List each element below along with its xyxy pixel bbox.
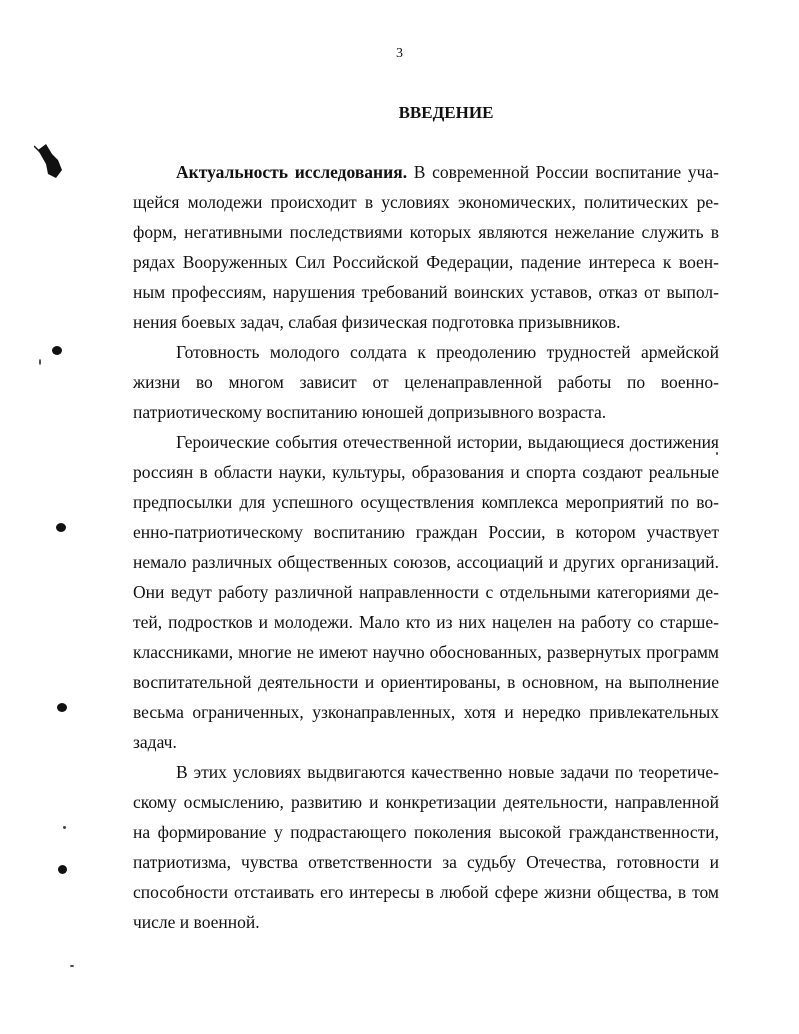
text-line: россиян в области науки, культуры, образования и спорта создают реальные [133,462,719,482]
scan-speck [39,359,41,365]
scan-speck [63,826,66,829]
text-line: ным профессиям, нарушения требований воинских уставов, отказ от выпол- [133,282,719,302]
text-line: весьма ограниченных, узконаправленных, хотя и нередко привлекательных [133,702,719,722]
page-number: 3 [396,46,403,61]
text-line: задач. [133,732,177,752]
text-line: скому осмыслению, развитию и конкретизации деятельности, направленной [133,792,719,812]
text-line: Героические события отечественной истории, выдающиеся достижения [176,432,719,452]
text-line: воспитательной деятельности и ориентированы, в основном, на выполнение [133,672,719,692]
page-title: ВВЕДЕНИЕ [398,103,494,122]
text-line-rest: В современной России воспитание уча- [407,162,719,182]
scan-mark [57,703,67,712]
text-line: тей, подростков и молодежи. Мало кто из них нацелен на работу со старше- [133,612,719,632]
text-line: патриотическому воспитанию юношей допризывного возраста. [133,402,607,422]
text-line: В этих условиях выдвигаются качественно новые задачи по теоретиче- [176,762,719,782]
text-line: жизни во многом зависит от целенаправленной работы по военно- [133,372,719,392]
text-line: щейся молодежи происходит в условиях экономических, политических ре- [133,192,719,212]
scan-speck [716,452,718,455]
text-line: способности отстаивать его интересы в любой сфере жизни общества, в том [133,882,719,902]
paragraph-lead: Актуальность исследования. [176,162,408,182]
text-line: Готовность молодого солдата к преодолению трудностей армейской [176,342,719,362]
text-line: рядах Вооруженных Сил Российской Федерации, падение интереса к воен- [133,252,719,272]
text-line: Они ведут работу различной направленности с отдельными категориями де- [133,582,719,602]
scan-speck [70,965,74,967]
text-line: на формирование у подрастающего поколения высокой гражданственности, [133,822,719,842]
scan-mark-top [34,140,70,184]
scan-mark [56,523,66,532]
text-line: патриотизма, чувства ответственности за судьбу Отечества, готовности и [133,852,719,872]
text-line: классниками, многие не имеют научно обоснованных, развернутых программ [133,642,719,662]
text-line [176,160,719,184]
text-line: немало различных общественных союзов, ассоциаций и других организаций. [133,552,719,572]
text-line: нения боевых задач, слабая физическая подготовка призывников. [133,312,621,332]
scan-mark [58,865,67,874]
text-line: енно-патриотическому воспитанию граждан России, в котором участвует [133,522,719,542]
scan-mark [52,346,62,355]
text-line: числе и военной. [133,912,260,932]
text-line: предпосылки для успешного осуществления комплекса мероприятий по во- [133,492,719,512]
text-line: форм, негативными последствиями которых являются нежелание служить в [133,222,719,242]
